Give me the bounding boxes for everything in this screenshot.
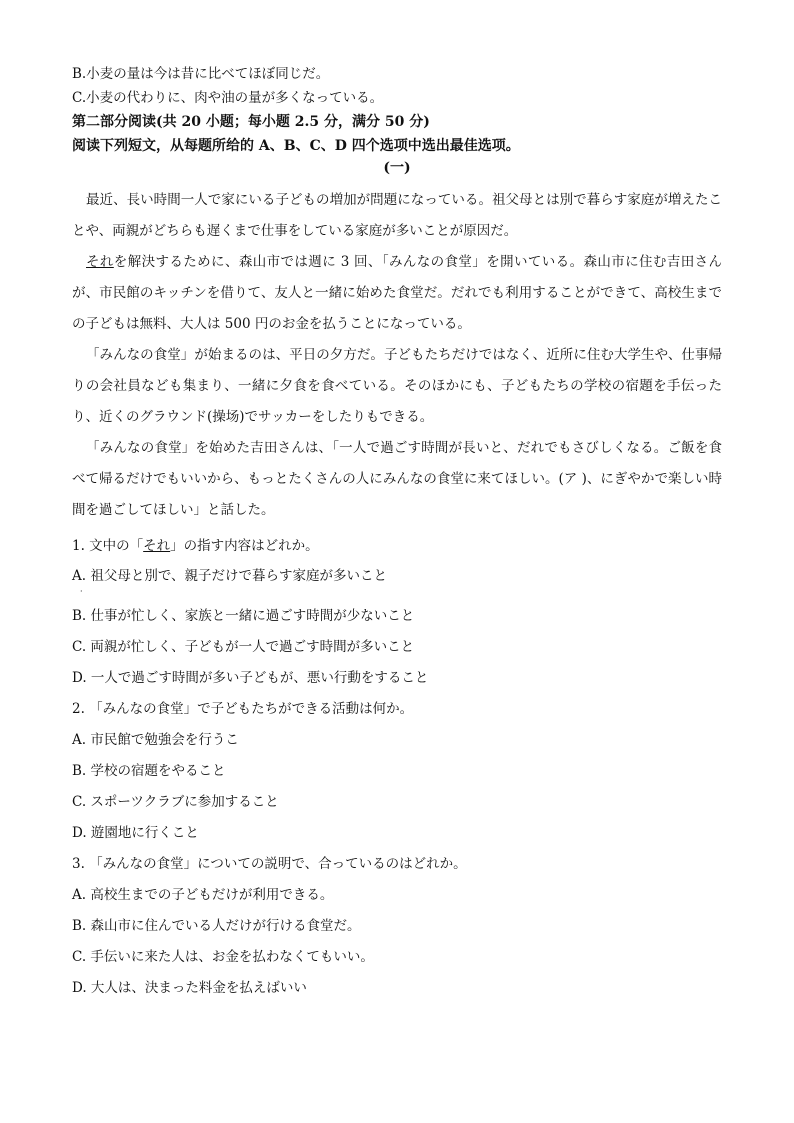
question-1-option-c: C. 両親が忙しく、子どもが一人で過ごす時間が多いこと	[72, 639, 415, 655]
question-3-option-c: C. 手伝いに来た人は、お金を払わなくてもいい。	[72, 949, 374, 965]
question-3-option-d: D. 大人は、決まった料金を払えばいい	[72, 980, 307, 996]
option-c-previous: C.小麦の代わりに、肉や油の量が多くなっている。	[72, 90, 384, 106]
question-1-stem-before: 1. 文中の「	[72, 538, 144, 554]
underlined-word-sore: それ	[86, 254, 114, 270]
section-instruction: 阅读下列短文，从每题所给的 A、B、C、D 四个选项中选出最佳选项。	[72, 138, 520, 154]
question-3-stem: 3. 「みんなの食堂」についての説明で、合っているのはどれか。	[72, 856, 467, 872]
passage-paragraph-1: 最近、長い時間一人で家にいる子どもの増加が問題になっている。祖父母とは別で暮らす家庭が増えたことや、両親がどちらも遅くまで仕事をしている家庭が多いことが原因だ。	[72, 192, 722, 239]
reading-passage	[72, 185, 722, 526]
passage-paragraph-4: 「みんなの食堂」を始めた吉田さんは、「一人で過ごす時間が長いと、だれでもさびしくなる。ご飯を食べて帰るだけでもいいから、もっとたくさんの人にみんなの食堂に来てほしい。(ア )、にぎやかで楽しい時間を過ごしてほしい」と話した。	[72, 440, 722, 518]
option-b-previous: B.小麦の量は今は昔に比べてほぼ同じだ。	[72, 66, 330, 82]
question-2-option-d: D. 遊園地に行くこと	[72, 825, 199, 841]
question-2-stem: 2. 「みんなの食堂」で子どもたちができる活動は何か。	[72, 701, 414, 717]
question-1-stem	[72, 536, 319, 556]
question-1-option-d: D. 一人で過ごす時間が多い子どもが、悪い行動をすること	[72, 670, 429, 686]
passage-number: (一)	[383, 160, 411, 176]
question-3-option-a: A. 高校生までの子どもだけが利用できる。	[72, 887, 334, 903]
question-3-option-b: B. 森山市に住んでいる人だけが行ける食堂だ。	[72, 918, 361, 934]
question-2-option-c: C. スポーツクラブに参加すること	[72, 794, 279, 810]
passage-paragraph-3: 「みんなの食堂」が始まるのは、平日の夕方だ。子どもたちだけではなく、近所に住む大学生や、仕事帰りの会社員なども集まり、一緒に夕食を食べている。そのほかにも、子どもたちの学校の宿題を手伝ったり、近くのグラウンド(操场)でサッカーをしたりもできる。	[72, 347, 722, 425]
question-1-option-a: A. 祖父母と別で、親子だけで暮らす家庭が多いこと	[72, 568, 388, 584]
question-1-underlined: それ	[143, 538, 171, 554]
question-1-option-b: B. 仕事が忙しく、家族と一緒に過ごす時間が少ないこと	[72, 608, 415, 624]
stray-mark: ·	[80, 587, 83, 596]
section-title: 第二部分阅读(共 20 小题；每小题 2.5 分，满分 50 分)	[72, 114, 430, 130]
question-2-option-a: A. 市民館で勉強会を行うこ	[72, 732, 239, 748]
question-1-stem-after: 」の指す内容はどれか。	[170, 538, 319, 554]
passage-paragraph-2	[72, 247, 722, 340]
question-2-option-b: B. 学校の宿題をやること	[72, 763, 226, 779]
passage-paragraph-2-text: を解決するために、森山市では週に 3 回、「みんなの食堂」を開いている。森山市に住む吉田さんが、市民館のキッチンを借りて、友人と一緒に始めた食堂だ。だれでも利用することができて、高校生までの子どもは無料、大人は 500 円のお金を払うことになっている。	[72, 254, 723, 332]
